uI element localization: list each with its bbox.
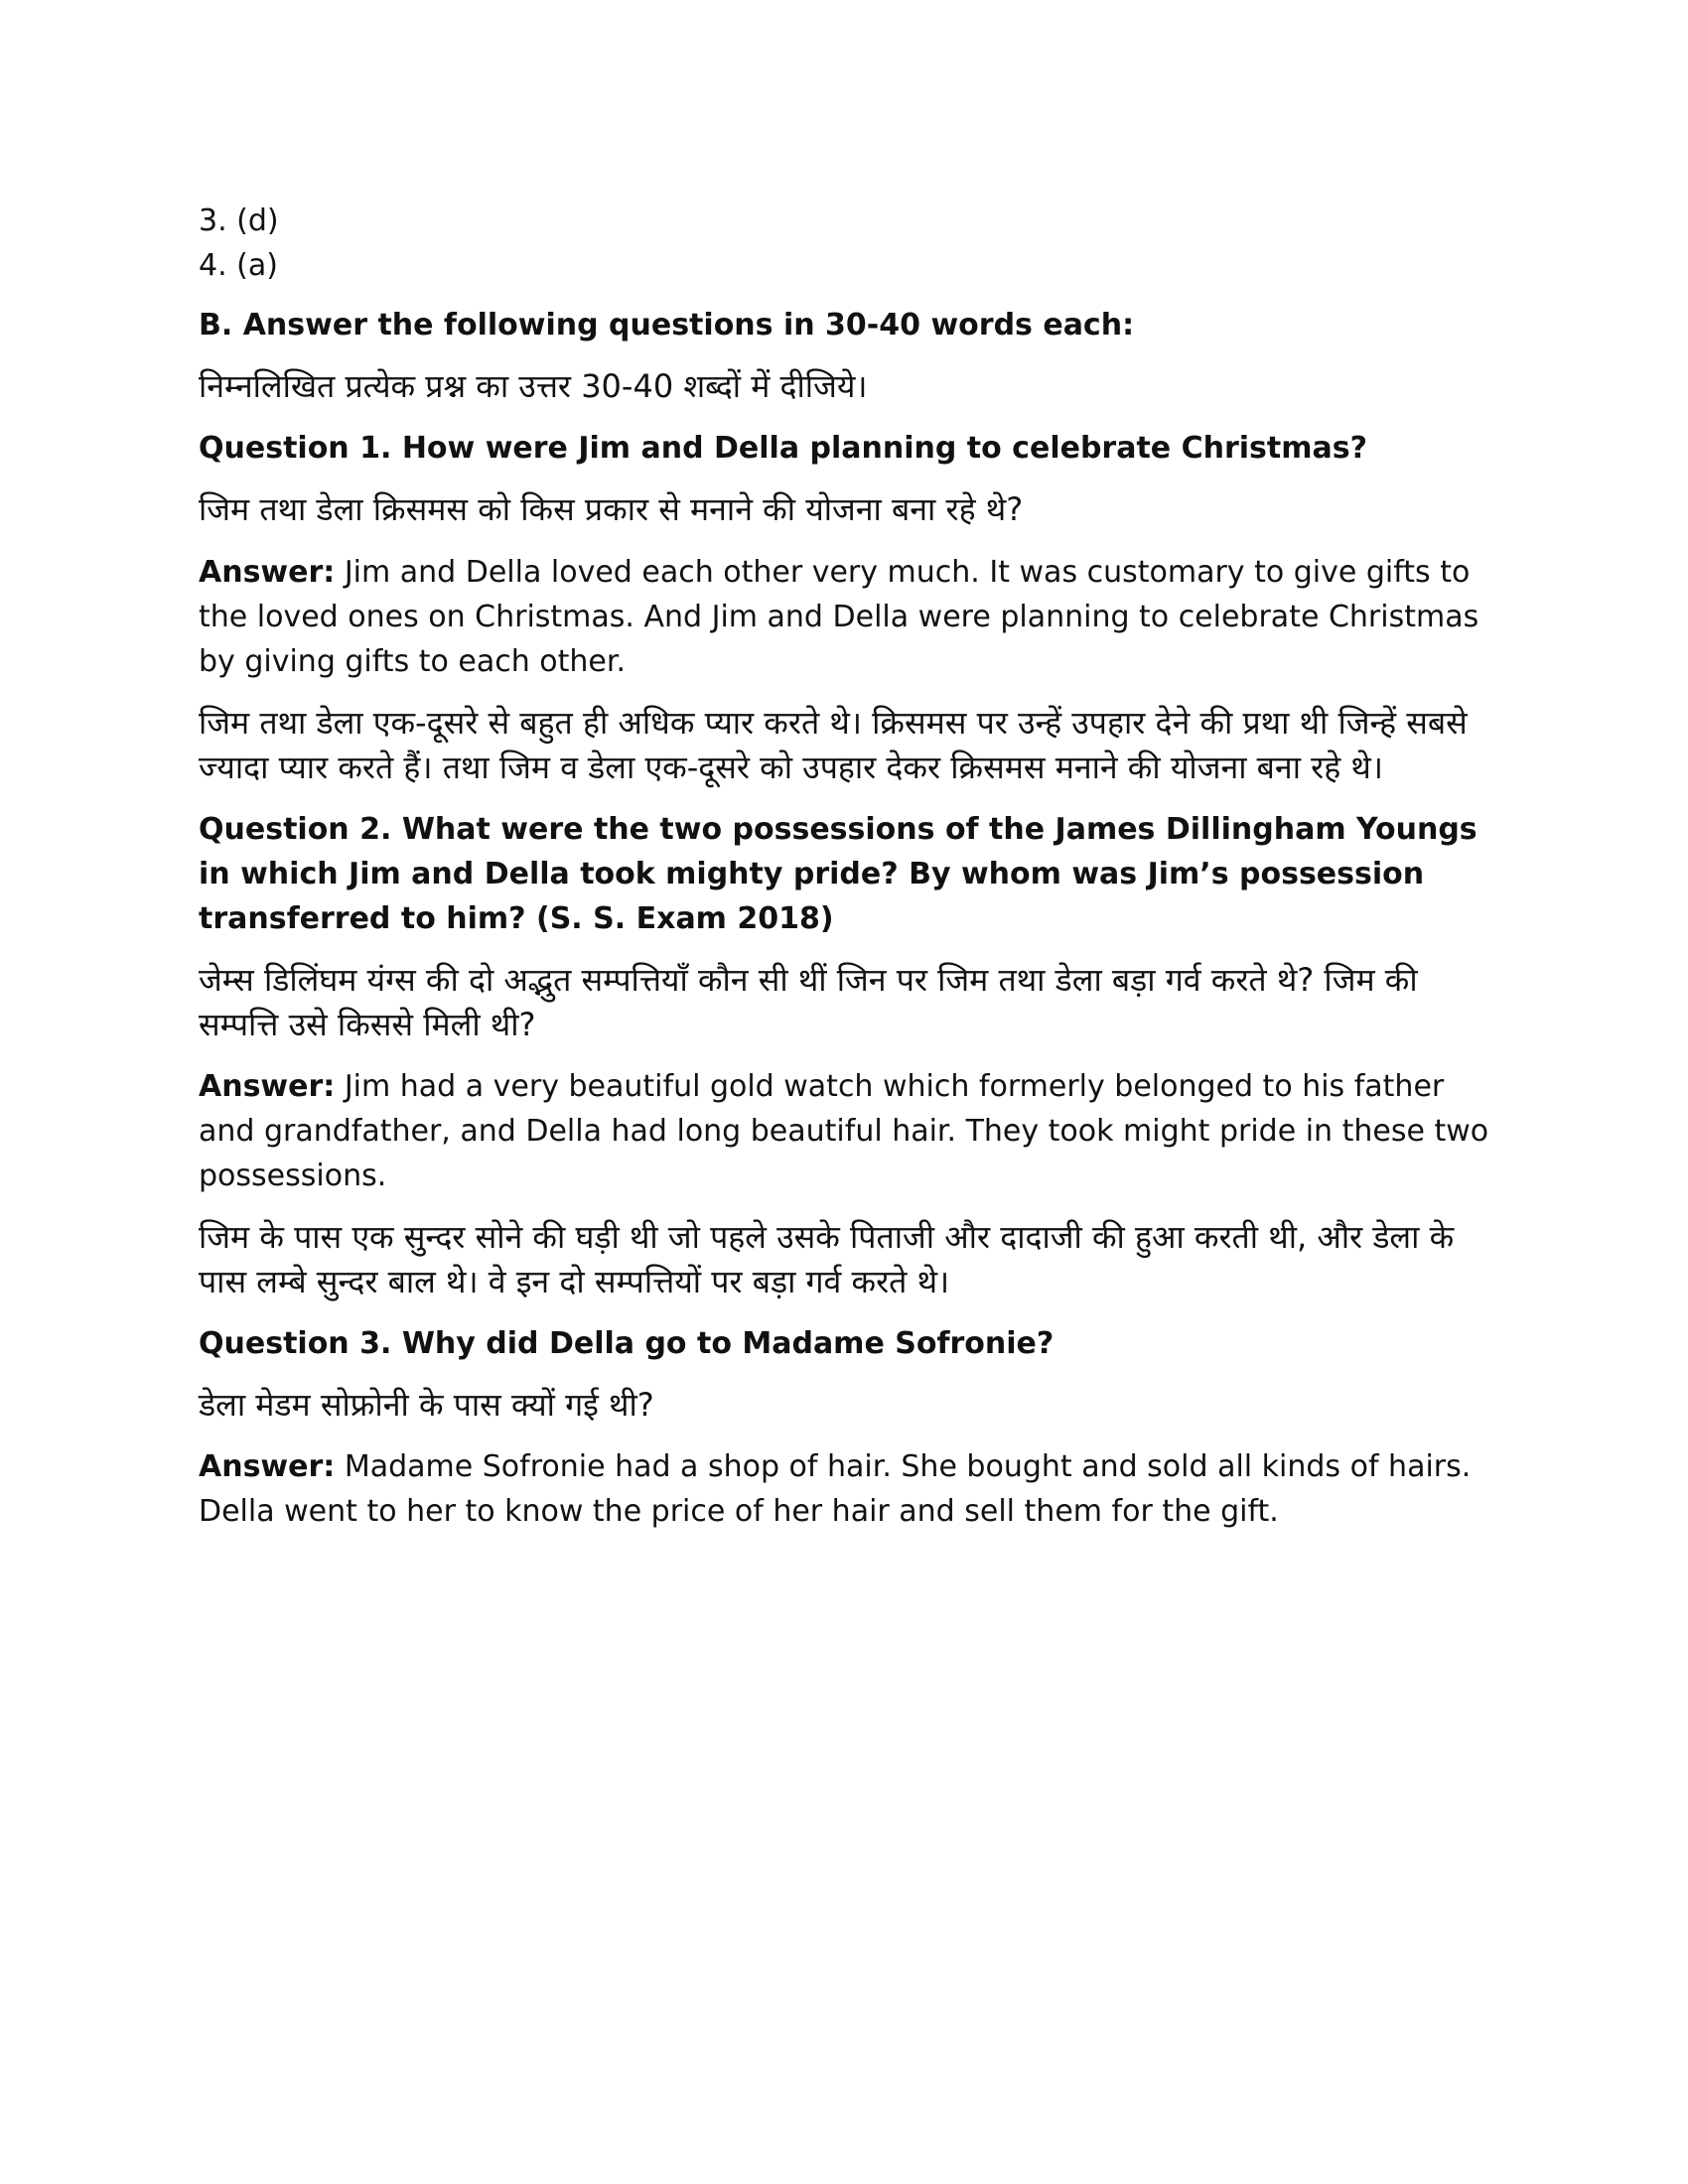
question-3-hindi: डेला मेडम सोफ्रोनी के पास क्यों गई थी? [199,1386,654,1424]
question-2-hindi: जेम्स डिलिंघम यंग्स की दो अद्भुत सम्पत्तियाँ कौन सी थीं जिन पर जिम तथा डेला बड़ा गर्व करते थे? जिम की सम्पत्ति उसे किससे मिली थी? [199,961,1418,1043]
answer-key-item: 4. (a) [199,248,278,283]
answer-1-hindi: जिम तथा डेला एक-दूसरे से बहुत ही अधिक प्यार करते थे। क्रिसमस पर उन्हें उपहार देने की प्रथा थी जिन्हें सबसे ज्यादा प्यार करते हैं। तथा जिम व डेला एक-दूसरे को उपहार देकर क्रिसमस मनाने की योजना बना रहे थे। [199,704,1468,786]
answer-3 [199,1444,1499,1534]
answer-2-text: Jim had a very beautiful gold watch which formerly belonged to his father and grandfather, and Della had long beautiful hair. They took might pride in these two possessions. [199,1069,1489,1193]
answer-label: Answer: [199,1069,336,1104]
question-3: Question 3. Why did Della go to Madame Sofronie? [199,1326,1055,1361]
answer-key-item: 3. (d) [199,204,279,238]
answer-1 [199,550,1499,684]
section-instruction-hindi: निम्नलिखित प्रत्येक प्रश्न का उत्तर 30-40 शब्दों में दीजिये। [199,367,868,405]
document-page [199,199,1499,1534]
question-2: Question 2. What were the two possessions of the James Dillingham Youngs in which Jim and Della took mighty pride? By whom was Jim’s possession transferred to him? (S. S. Exam 2018) [199,812,1477,936]
answer-label: Answer: [199,1449,336,1484]
answer-3-text: Madame Sofronie had a shop of hair. She bought and sold all kinds of hairs. Della went to her to know the price of her hair and sell them for the gift. [199,1449,1472,1529]
section-heading: B. Answer the following questions in 30-40 words each: [199,308,1135,342]
answer-label: Answer: [199,555,336,590]
question-1: Question 1. How were Jim and Della planning to celebrate Christmas? [199,431,1368,466]
answer-2 [199,1064,1499,1198]
answer-2-hindi: जिम के पास एक सुन्दर सोने की घड़ी थी जो पहले उसके पिताजी और दादाजी की हुआ करती थी, और डेला के पास लम्बे सुन्दर बाल थे। वे इन दो सम्पत्तियों पर बड़ा गर्व करते थे। [199,1218,1455,1300]
question-1-hindi: जिम तथा डेला क्रिसमस को किस प्रकार से मनाने की योजना बना रहे थे? [199,490,1024,528]
answer-1-text: Jim and Della loved each other very much. It was customary to give gifts to the loved ones on Christmas. And Jim and Della were planning to celebrate Christmas by giving gifts to each other. [199,555,1479,679]
